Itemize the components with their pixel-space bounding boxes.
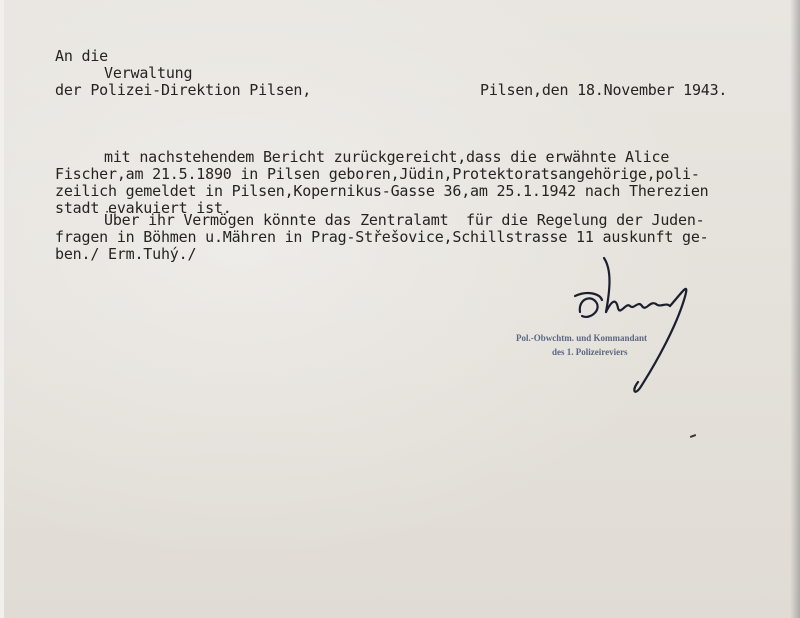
body-line-3: zeilich gemeldet in Pilsen,Kopernikus-Gasse 36,am 25.1.1942 nach Therezien (55, 182, 709, 200)
stamp-line-2: des 1. Polizeireviers (552, 347, 628, 357)
recipient-line-1: An die (55, 47, 108, 65)
recipient-line-3: der Polizei-Direktion Pilsen, (55, 81, 312, 99)
place-date: Pilsen,den 18.November 1943. (480, 81, 728, 99)
page-edge (0, 0, 4, 618)
body-line-1: mit nachstehendem Bericht zurückgereicht,dass die erwähnte Alice (104, 148, 670, 166)
body-line-2: Fischer,am 21.5.1890 in Pilsen geboren,Jüdin,Protektoratsangehörige,poli- (55, 165, 700, 183)
handwritten-signature (560, 250, 700, 400)
recipient-line-2: Verwaltung (104, 64, 193, 82)
scan-shadow (790, 0, 800, 618)
paper-mark (690, 434, 696, 438)
body-line-6: fragen in Böhmen u.Mähren in Prag-Střešovice,Schillstrasse 11 auskunft ge- (55, 228, 709, 246)
body-line-7: ben./ Erm.Tuhý./ (55, 245, 197, 263)
stamp-line-1: Pol.-Obwchtm. und Kommandant (516, 333, 648, 343)
body-line-4: stadt evakuiert ist. (55, 199, 232, 217)
body-line-5: Über ihr Vermögen könnte das Zentralamt für die Regelung der Juden- (104, 211, 705, 229)
